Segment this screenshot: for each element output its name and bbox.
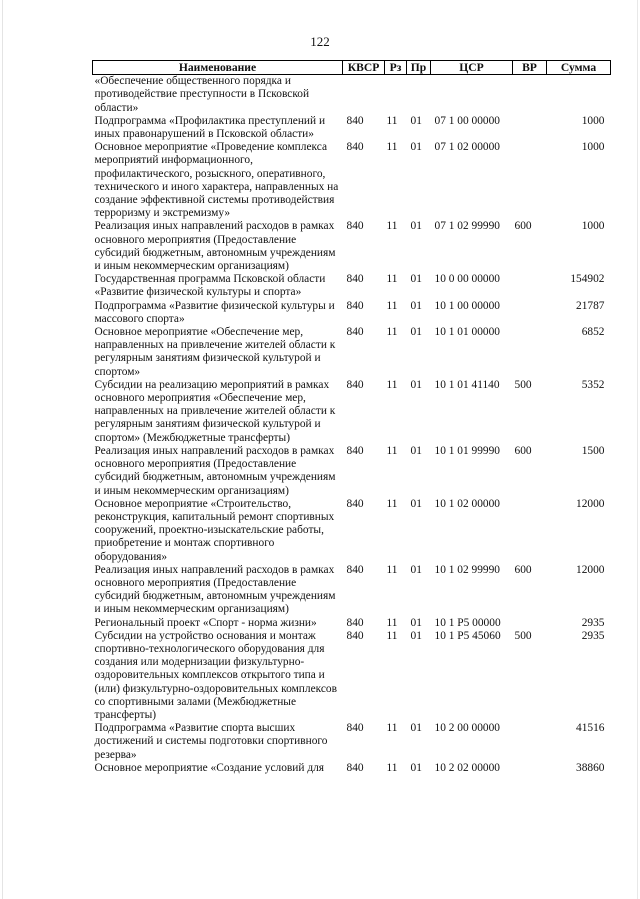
- row-sum: 1000: [581, 220, 605, 233]
- header-kvsr: КВСР: [343, 61, 385, 75]
- row-pr: 01: [410, 378, 422, 391]
- row-name: Подпрограмма «Профилактика преступлений и иных правонарушений в Псковской области»: [94, 114, 326, 141]
- row-pr: 01: [410, 629, 422, 642]
- row-vr: [513, 300, 547, 326]
- row-name: «Обеспечение общественного порядка и противодействие преступности в Псковской области»: [94, 75, 310, 114]
- row-csr: 10 1 01 41140: [434, 378, 500, 391]
- row-pr: 01: [410, 563, 422, 576]
- row-csr: 10 2 00 00000: [434, 722, 500, 735]
- budget-table: [92, 60, 611, 775]
- row-kvsr: 840: [346, 378, 364, 391]
- row-sum: [547, 75, 611, 115]
- row-vr: 600: [514, 563, 532, 576]
- row-vr: [513, 326, 547, 379]
- row-rz: 11: [386, 299, 398, 312]
- row-rz: 11: [386, 114, 398, 127]
- row-vr: [513, 75, 547, 115]
- row-kvsr: [343, 75, 385, 115]
- row-pr: 01: [410, 114, 422, 127]
- row-kvsr: 840: [346, 299, 364, 312]
- table-row: [93, 379, 611, 445]
- row-sum: 38860: [576, 761, 605, 774]
- row-pr: 01: [410, 299, 422, 312]
- table-row: [93, 762, 611, 775]
- row-csr: 10 1 01 00000: [434, 326, 500, 339]
- row-name: Реализация иных направлений расходов в рамках основного мероприятия (Предоставление субсидий бюджетным, автономным учреждениям и иным некоммерческим организациям): [94, 220, 336, 273]
- row-rz: 11: [386, 141, 398, 154]
- row-rz: 11: [386, 326, 398, 339]
- row-kvsr: 840: [346, 629, 364, 642]
- row-rz: 11: [386, 497, 398, 510]
- row-csr: [431, 75, 513, 115]
- row-csr: 10 1 01 99990: [434, 444, 500, 457]
- row-name: Субсидии на реализацию мероприятий в рамках основного мероприятия «Обеспечение мер, направленных на привлечение жителей области к регулярным занятиям физической культурой и спортом» (Межбюджетные трансферты): [94, 378, 336, 444]
- row-name: Государственная программа Псковской области «Развитие физической культуры и спорта»: [94, 273, 326, 299]
- row-vr: 600: [514, 220, 532, 233]
- row-name: Подпрограмма «Развитие спорта высших достижений и системы подготовки спортивного резерва»: [94, 722, 328, 761]
- row-pr: 01: [410, 220, 422, 233]
- table-row: [93, 498, 611, 564]
- row-rz: 11: [386, 220, 398, 233]
- header-csr: ЦСР: [431, 61, 513, 75]
- row-sum: 6852: [581, 326, 605, 339]
- row-csr: 10 1 P5 45060: [434, 629, 501, 642]
- table-row: [93, 115, 611, 141]
- row-sum: 41516: [576, 722, 605, 735]
- row-vr: [513, 722, 547, 762]
- row-kvsr: 840: [346, 220, 364, 233]
- table-row: [93, 273, 611, 299]
- row-rz: [385, 75, 407, 115]
- row-sum: 2935: [581, 616, 605, 629]
- row-name: Основное мероприятие «Создание условий для: [94, 761, 325, 774]
- row-vr: [513, 115, 547, 141]
- row-vr: [513, 617, 547, 630]
- row-vr: [513, 498, 547, 564]
- row-name: Основное мероприятие «Строительство, реконструкция, капитальный ремонт спортивных сооружений, проектно-изыскательские работы, приобретение и монтаж спортивного оборудования»: [94, 497, 335, 563]
- row-name: Подпрограмма «Развитие физической культуры и массового спорта»: [94, 299, 335, 325]
- row-pr: 01: [410, 273, 422, 286]
- row-sum: 154902: [570, 273, 605, 286]
- row-name: Реализация иных направлений расходов в рамках основного мероприятия (Предоставление субсидий бюджетным, автономным учреждениям и иным некоммерческим организациям): [94, 563, 336, 616]
- scan-edge-left: [2, 0, 3, 899]
- row-name: Региональный проект «Спорт - норма жизни»: [94, 616, 317, 629]
- row-rz: 11: [386, 563, 398, 576]
- row-csr: 10 2 02 00000: [434, 761, 500, 774]
- row-kvsr: 840: [346, 616, 364, 629]
- row-pr: 01: [410, 497, 422, 510]
- scan-edge-right: [637, 0, 638, 899]
- table-header: [93, 61, 611, 75]
- row-pr: 01: [410, 761, 422, 774]
- header-rz: Рз: [385, 61, 407, 75]
- row-rz: 11: [386, 629, 398, 642]
- row-vr: [513, 273, 547, 299]
- row-pr: [407, 75, 431, 115]
- row-vr: [513, 141, 547, 220]
- row-rz: 11: [386, 761, 398, 774]
- table-row: [93, 617, 611, 630]
- row-name: Основное мероприятие «Проведение комплекса мероприятий информационного, профилактического, розыскного, оперативного, технического и иного характера, направленных на создание эффективной системы противодействия терроризму и экстремизму»: [94, 141, 339, 220]
- row-sum: 1000: [581, 141, 605, 154]
- row-kvsr: 840: [346, 273, 364, 286]
- page-number: 122: [310, 34, 330, 49]
- row-pr: 01: [410, 616, 422, 629]
- row-pr: 01: [410, 326, 422, 339]
- row-vr: 500: [514, 629, 532, 642]
- table-row: [93, 300, 611, 326]
- row-vr: [513, 762, 547, 775]
- row-kvsr: 840: [346, 761, 364, 774]
- row-csr: 10 1 02 00000: [434, 497, 500, 510]
- row-name: Субсидии на устройство основания и монтаж спортивно-технологического оборудования для создания или модернизации физкультурно-оздоровительных комплексов открытого типа и (или) физкультурно-оздоровительных комплексов со спортивными залами (Межбюджетные трансферты): [94, 629, 338, 721]
- row-sum: 21787: [576, 299, 605, 312]
- row-sum: 1500: [581, 444, 605, 457]
- row-pr: 01: [410, 444, 422, 457]
- row-kvsr: 840: [346, 497, 364, 510]
- table-row: [93, 220, 611, 273]
- row-kvsr: 840: [346, 722, 364, 735]
- row-rz: 11: [386, 722, 398, 735]
- row-name: Основное мероприятие «Обеспечение мер, направленных на привлечение жителей области к регулярным занятиям физической культурой и спортом»: [94, 326, 336, 378]
- row-rz: 11: [386, 444, 398, 457]
- row-rz: 11: [386, 378, 398, 391]
- row-vr: 600: [514, 444, 532, 457]
- row-sum: 12000: [576, 497, 605, 510]
- header-pr: Пр: [407, 61, 431, 75]
- row-kvsr: 840: [346, 444, 364, 457]
- row-vr: 500: [514, 378, 532, 391]
- table-row: [93, 630, 611, 722]
- row-csr: 10 1 02 99990: [434, 563, 500, 576]
- table-row: [93, 141, 611, 220]
- row-kvsr: 840: [346, 141, 364, 154]
- table-row: [93, 445, 611, 498]
- table-row: [93, 326, 611, 379]
- header-name: Наименование: [93, 61, 343, 75]
- row-csr: 10 1 P5 00000: [434, 616, 501, 629]
- row-rz: 11: [386, 616, 398, 629]
- row-pr: 01: [410, 141, 422, 154]
- row-name: Реализация иных направлений расходов в рамках основного мероприятия (Предоставление субсидий бюджетным, автономным учреждениям и иным некоммерческим организациям): [94, 444, 336, 497]
- row-sum: 2935: [581, 629, 605, 642]
- table-row: [93, 564, 611, 617]
- table-row: [93, 75, 611, 115]
- row-pr: 01: [410, 722, 422, 735]
- table-row: [93, 722, 611, 762]
- header-vr: ВР: [513, 61, 547, 75]
- row-sum: 5352: [581, 378, 605, 391]
- row-csr: 07 1 00 00000: [434, 114, 500, 127]
- row-csr: 07 1 02 99990: [434, 220, 500, 233]
- row-rz: 11: [386, 273, 398, 286]
- row-kvsr: 840: [346, 326, 364, 339]
- row-csr: 10 1 00 00000: [434, 299, 500, 312]
- row-sum: 1000: [581, 114, 605, 127]
- header-sum: Сумма: [547, 61, 611, 75]
- row-csr: 07 1 02 00000: [434, 141, 500, 154]
- row-kvsr: 840: [346, 563, 364, 576]
- table-body: [93, 75, 611, 775]
- row-csr: 10 0 00 00000: [434, 273, 500, 286]
- row-kvsr: 840: [346, 114, 364, 127]
- header-row: [93, 61, 611, 75]
- row-sum: 12000: [576, 563, 605, 576]
